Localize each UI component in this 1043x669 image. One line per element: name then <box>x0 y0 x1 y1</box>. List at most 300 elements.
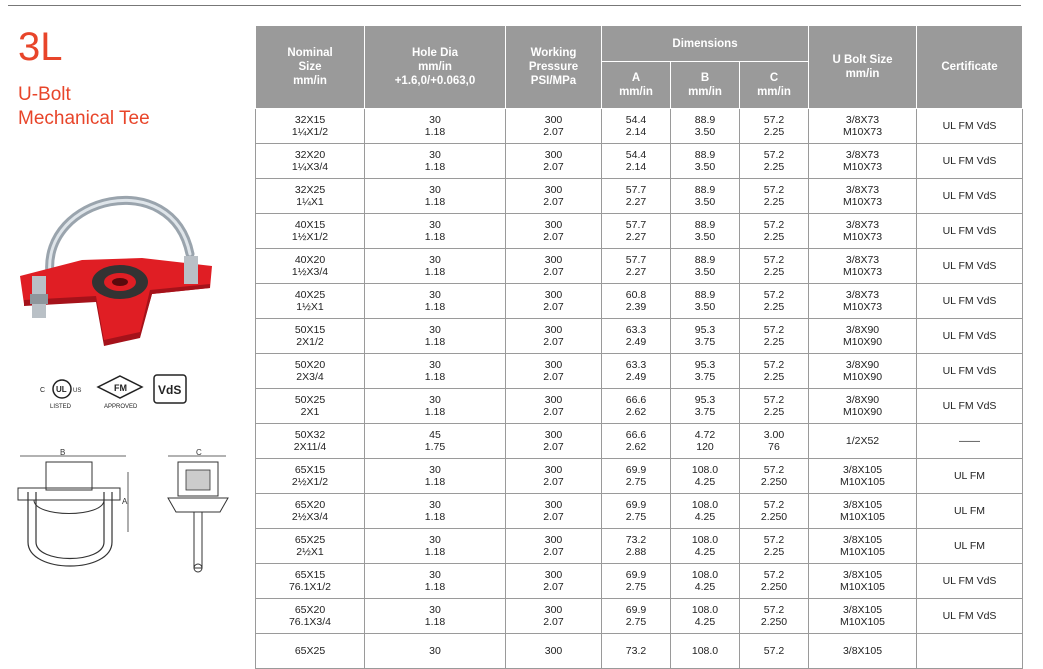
cell-line: 2.25 <box>763 371 785 383</box>
cell-line: 57.2 <box>763 464 785 476</box>
cell-line: 3.75 <box>694 406 716 418</box>
cell-line: 4.25 <box>694 476 716 488</box>
cell-dim-b <box>671 319 740 354</box>
cell-hole-dia <box>365 109 506 144</box>
product-code: 3L <box>18 25 63 69</box>
cell-working-pressure <box>506 494 602 529</box>
cell-certificate: UL FM VdS <box>917 214 1023 249</box>
cell-working-pressure <box>506 634 602 669</box>
cell-line: 2.75 <box>625 476 647 488</box>
cell-line: 4.72 <box>694 429 716 441</box>
cell-line: 2.250 <box>760 581 788 593</box>
cell-u-bolt-size <box>809 109 917 144</box>
fm-mark-text: FM <box>114 383 127 393</box>
ul-listed-text: LISTED <box>50 404 72 410</box>
cell-u-bolt-size <box>809 634 917 669</box>
cell-line: 2.07 <box>543 196 564 208</box>
cell-line: 88.9 <box>694 254 716 266</box>
table-row <box>256 529 1023 564</box>
cell-line: 300 <box>544 219 563 231</box>
front-view-drawing <box>14 448 136 578</box>
cell-line: 300 <box>544 464 563 476</box>
cell-line: 57.2 <box>763 184 785 196</box>
cell-hole-dia <box>365 249 506 284</box>
cell-line: 65X20 <box>294 499 326 511</box>
cell-line: 2.250 <box>760 476 788 488</box>
cell-line: 2.07 <box>543 546 564 558</box>
cell-working-pressure <box>506 459 602 494</box>
cell-line: 1.18 <box>424 266 446 278</box>
cell-line: 3/8X73 <box>845 149 880 161</box>
cell-line: 108.0 <box>691 604 719 616</box>
cell-dim-a <box>602 214 671 249</box>
cell-dim-c <box>740 319 809 354</box>
cell-line: 2X1 <box>300 406 320 418</box>
cell-line: 2.07 <box>543 161 564 173</box>
product-name <box>18 83 150 131</box>
cell-line: 1.18 <box>424 161 446 173</box>
cell-line: 300 <box>544 645 563 657</box>
cell-u-bolt-size <box>809 319 917 354</box>
cell-dim-c <box>740 599 809 634</box>
cell-dim-c <box>740 424 809 459</box>
cell-line: 2.39 <box>625 301 647 313</box>
cell-line: 30 <box>429 359 441 371</box>
cell-hole-dia <box>365 284 506 319</box>
cell-line: 108.0 <box>691 499 719 511</box>
cell-line: 2X3/4 <box>296 371 324 383</box>
cell-line: 30 <box>429 394 441 406</box>
cell-dim-b <box>671 599 740 634</box>
cell-line: 54.4 <box>625 114 647 126</box>
cell-u-bolt-size <box>809 599 917 634</box>
cell-line: 30 <box>429 289 441 301</box>
header-hole-dia: Hole Dia mm/in +1.6,0/+0.063,0 <box>365 26 506 109</box>
cell-line: 2½X3/4 <box>291 511 329 523</box>
cell-line: 95.3 <box>694 359 716 371</box>
cell-line: 1.18 <box>424 406 446 418</box>
cell-dim-c <box>740 109 809 144</box>
product-name-line1: U-Bolt <box>18 84 71 105</box>
cell-hole-dia <box>365 599 506 634</box>
cell-line: 57.2 <box>763 645 785 657</box>
cell-line: 30 <box>429 184 441 196</box>
cell-line: 2.07 <box>543 581 564 593</box>
cell-line: 2.25 <box>763 406 785 418</box>
cell-u-bolt-size <box>809 354 917 389</box>
cell-line: 2.07 <box>543 266 564 278</box>
cell-nominal-size <box>256 179 365 214</box>
cell-line: 2½X1 <box>296 546 324 558</box>
ul-us-text: US <box>73 388 82 394</box>
cell-working-pressure <box>506 354 602 389</box>
cell-line: 65X25 <box>294 645 326 657</box>
cell-line: M10X105 <box>840 616 885 628</box>
cell-line: M10X73 <box>842 126 883 138</box>
cell-line: 3.50 <box>694 231 716 243</box>
cell-line: 95.3 <box>694 324 716 336</box>
cell-line: 69.9 <box>625 604 647 616</box>
cell-dim-b <box>671 634 740 669</box>
cell-u-bolt-size <box>809 389 917 424</box>
table-row <box>256 144 1023 179</box>
cell-line: 108.0 <box>691 645 719 657</box>
table-row <box>256 319 1023 354</box>
cell-nominal-size <box>256 389 365 424</box>
cell-line: 30 <box>429 464 441 476</box>
cell-line: 2.07 <box>543 371 564 383</box>
cell-dim-a <box>602 424 671 459</box>
cell-line: 57.2 <box>763 534 785 546</box>
cell-line: 300 <box>544 184 563 196</box>
cell-line: 65X15 <box>294 464 326 476</box>
cell-line: 4.25 <box>694 546 716 558</box>
cell-line: 300 <box>544 569 563 581</box>
cell-line: 3.50 <box>694 301 716 313</box>
cell-line: 76.1X1/2 <box>288 581 332 593</box>
cell-line: 3/8X105 <box>842 464 883 476</box>
ul-mark-text: UL <box>56 385 67 394</box>
cell-line: 2.25 <box>763 196 785 208</box>
cell-dim-b <box>671 564 740 599</box>
cell-line: 69.9 <box>625 499 647 511</box>
cell-line: 57.2 <box>763 394 785 406</box>
cell-line: M10X73 <box>842 231 883 243</box>
cell-line: 65X20 <box>294 604 326 616</box>
cell-nominal-size <box>256 249 365 284</box>
cell-working-pressure <box>506 214 602 249</box>
table-row <box>256 494 1023 529</box>
cell-dim-a <box>602 109 671 144</box>
cell-certificate: UL FM VdS <box>917 319 1023 354</box>
cell-nominal-size <box>256 634 365 669</box>
cell-line: 2.25 <box>763 301 785 313</box>
cell-dim-a <box>602 144 671 179</box>
vds-logo <box>154 375 186 403</box>
dimension-b-label: B <box>60 448 66 457</box>
cell-line: 3.50 <box>694 266 716 278</box>
cell-line: 30 <box>429 324 441 336</box>
cell-line: 32X25 <box>294 184 326 196</box>
cell-line: 60.8 <box>625 289 647 301</box>
cell-working-pressure <box>506 284 602 319</box>
cell-line: 1.18 <box>424 371 446 383</box>
cell-line: 57.7 <box>625 254 647 266</box>
cell-line: 30 <box>429 534 441 546</box>
cell-line: 1.75 <box>424 441 446 453</box>
header-dim-a: A mm/in <box>602 62 671 109</box>
cell-nominal-size <box>256 459 365 494</box>
cell-dim-c <box>740 459 809 494</box>
cell-line: 2X1/2 <box>296 336 324 348</box>
cell-certificate: UL FM VdS <box>917 179 1023 214</box>
cell-u-bolt-size <box>809 459 917 494</box>
cell-line: 3/8X105 <box>842 569 883 581</box>
cell-line: 30 <box>429 149 441 161</box>
cell-line: 69.9 <box>625 464 647 476</box>
table-row <box>256 389 1023 424</box>
table-row <box>256 599 1023 634</box>
cell-hole-dia <box>365 354 506 389</box>
cell-line: M10X105 <box>840 476 885 488</box>
cell-hole-dia <box>365 319 506 354</box>
header-u-bolt-size: U Bolt Size mm/in <box>809 26 917 109</box>
cell-line: 57.2 <box>763 149 785 161</box>
cell-line: 50X20 <box>294 359 326 371</box>
cell-line: 1.18 <box>424 581 446 593</box>
cell-line: 57.2 <box>763 604 785 616</box>
cell-line: 45 <box>429 429 441 441</box>
cell-u-bolt-size <box>809 529 917 564</box>
fm-approved-text: APPROVED <box>104 404 138 410</box>
cell-certificate: UL FM VdS <box>917 249 1023 284</box>
table-row <box>256 354 1023 389</box>
cell-dim-a <box>602 634 671 669</box>
cell-line: 2.27 <box>625 196 647 208</box>
cell-hole-dia <box>365 424 506 459</box>
cell-line: 3/8X90 <box>845 359 880 371</box>
cell-dim-a <box>602 179 671 214</box>
table-row <box>256 284 1023 319</box>
cell-line: 2.25 <box>763 266 785 278</box>
cell-dim-a <box>602 599 671 634</box>
cell-line: 300 <box>544 289 563 301</box>
cell-nominal-size <box>256 424 365 459</box>
ul-c-text: C <box>40 387 46 394</box>
cell-dim-b <box>671 494 740 529</box>
cell-nominal-size <box>256 354 365 389</box>
table-row <box>256 424 1023 459</box>
cell-certificate: UL FM VdS <box>917 564 1023 599</box>
cell-line: 300 <box>544 534 563 546</box>
cell-line: 57.2 <box>763 219 785 231</box>
cell-certificate: UL FM VdS <box>917 389 1023 424</box>
cell-certificate: UL FM VdS <box>917 599 1023 634</box>
cell-dim-c <box>740 494 809 529</box>
cell-working-pressure <box>506 179 602 214</box>
u-bolt-tee-photo <box>12 176 222 356</box>
cell-line: 88.9 <box>694 219 716 231</box>
cell-line: 300 <box>544 394 563 406</box>
cell-dim-b <box>671 214 740 249</box>
cell-dim-c <box>740 214 809 249</box>
header-dimensions: Dimensions <box>602 26 809 62</box>
cell-certificate: UL FM <box>917 494 1023 529</box>
cell-line: 2.75 <box>625 581 647 593</box>
cell-line: 4.25 <box>694 616 716 628</box>
cell-line: 66.6 <box>625 394 647 406</box>
cell-line: 3.75 <box>694 336 716 348</box>
cell-certificate: UL FM <box>917 459 1023 494</box>
cell-certificate: UL FM <box>917 529 1023 564</box>
dimension-a-label: A <box>122 497 128 506</box>
cell-line: 63.3 <box>625 359 647 371</box>
cell-line: 2.07 <box>543 511 564 523</box>
cell-line: 3/8X73 <box>845 289 880 301</box>
vds-text: VdS <box>158 383 182 397</box>
cell-line: 2½X1/2 <box>291 476 329 488</box>
cell-line: 1.18 <box>424 511 446 523</box>
cell-line: 40X15 <box>294 219 326 231</box>
table-row <box>256 564 1023 599</box>
cell-line: 300 <box>544 499 563 511</box>
cell-line: 65X15 <box>294 569 326 581</box>
cell-line: 1.18 <box>424 546 446 558</box>
header-dim-b: B mm/in <box>671 62 740 109</box>
cell-line: 3.00 <box>763 429 785 441</box>
cell-dim-b <box>671 529 740 564</box>
cell-line: 2.07 <box>543 616 564 628</box>
header-certificate: Certificate <box>917 26 1023 109</box>
cell-certificate: UL FM VdS <box>917 144 1023 179</box>
cell-working-pressure <box>506 389 602 424</box>
cell-line: 2.250 <box>760 616 788 628</box>
cell-line: 1.18 <box>424 301 446 313</box>
fm-approved-logo <box>98 376 142 410</box>
cell-dim-a <box>602 389 671 424</box>
cell-hole-dia <box>365 634 506 669</box>
cell-line: 3/8X105 <box>842 645 883 657</box>
cell-line: 32X20 <box>294 149 326 161</box>
cell-u-bolt-size <box>809 179 917 214</box>
cell-line: 63.3 <box>625 324 647 336</box>
cell-line: 3.75 <box>694 371 716 383</box>
cell-nominal-size <box>256 319 365 354</box>
cell-dim-a <box>602 529 671 564</box>
cell-line: 300 <box>544 149 563 161</box>
cell-working-pressure <box>506 564 602 599</box>
cell-line: 2.07 <box>543 231 564 243</box>
cell-line: 1½X1/2 <box>291 231 329 243</box>
table-row <box>256 109 1023 144</box>
cell-line: 1.18 <box>424 476 446 488</box>
cell-line: 32X15 <box>294 114 326 126</box>
cell-line: 3.50 <box>694 126 716 138</box>
dimension-c-label: C <box>196 448 202 457</box>
cell-working-pressure <box>506 144 602 179</box>
side-view-drawing <box>160 448 240 578</box>
cell-certificate: —— <box>917 424 1023 459</box>
cell-dim-b <box>671 389 740 424</box>
cell-line: 73.2 <box>625 645 647 657</box>
cell-line: 1.18 <box>424 126 446 138</box>
cell-dim-a <box>602 249 671 284</box>
cell-line: 88.9 <box>694 184 716 196</box>
cell-line: 57.2 <box>763 324 785 336</box>
cell-line: 1¼X1/2 <box>291 126 329 138</box>
cell-line: 2.25 <box>763 126 785 138</box>
cell-hole-dia <box>365 179 506 214</box>
table-row <box>256 459 1023 494</box>
cell-nominal-size <box>256 599 365 634</box>
cell-line: 3/8X73 <box>845 219 880 231</box>
cell-line: 57.2 <box>763 289 785 301</box>
cell-dim-c <box>740 249 809 284</box>
cell-line: 2.27 <box>625 231 647 243</box>
cell-certificate <box>917 634 1023 669</box>
cell-line: M10X73 <box>842 161 883 173</box>
cell-line: 2.14 <box>625 126 647 138</box>
cell-hole-dia <box>365 389 506 424</box>
cell-line: M10X73 <box>842 301 883 313</box>
cell-line: M10X90 <box>842 406 883 418</box>
certification-logos <box>38 372 198 412</box>
cell-line: 2.62 <box>625 406 647 418</box>
cell-dim-b <box>671 249 740 284</box>
cell-line: 30 <box>429 219 441 231</box>
cell-line: 3/8X90 <box>845 394 880 406</box>
cell-line: 2.49 <box>625 371 647 383</box>
cell-line: 2.14 <box>625 161 647 173</box>
cell-line: 57.7 <box>625 219 647 231</box>
cell-line: 1.18 <box>424 196 446 208</box>
cell-u-bolt-size <box>809 284 917 319</box>
cell-line: M10X73 <box>842 196 883 208</box>
cell-line: 1¼X3/4 <box>291 161 329 173</box>
cell-line: 30 <box>429 114 441 126</box>
cell-line: 57.2 <box>763 254 785 266</box>
cell-dim-c <box>740 634 809 669</box>
cell-line: 3/8X105 <box>842 499 883 511</box>
cell-u-bolt-size <box>809 249 917 284</box>
cell-line: 1.18 <box>424 616 446 628</box>
cell-line: 57.2 <box>763 359 785 371</box>
cell-certificate: UL FM VdS <box>917 109 1023 144</box>
cell-line: M10X73 <box>842 266 883 278</box>
cell-line: 2X11/4 <box>293 441 327 453</box>
cell-line: 3/8X73 <box>845 184 880 196</box>
cell-hole-dia <box>365 214 506 249</box>
cell-line: M10X105 <box>840 546 885 558</box>
cell-line: M10X105 <box>840 511 885 523</box>
cell-line: M10X90 <box>842 336 883 348</box>
cell-line: 1.18 <box>424 231 446 243</box>
table-row <box>256 249 1023 284</box>
cell-line: 120 <box>696 441 714 453</box>
cell-line: 300 <box>544 324 563 336</box>
cell-line: 30 <box>429 499 441 511</box>
cell-line: 2.07 <box>543 301 564 313</box>
cell-line: 2.250 <box>760 511 788 523</box>
cell-line: 2.25 <box>763 336 785 348</box>
cell-line: 4.25 <box>694 511 716 523</box>
cell-dim-c <box>740 529 809 564</box>
cell-line: 57.2 <box>763 569 785 581</box>
cell-line: 2.49 <box>625 336 647 348</box>
table-row <box>256 634 1023 669</box>
cell-u-bolt-size <box>809 494 917 529</box>
cell-line: 4.25 <box>694 581 716 593</box>
cell-line: 54.4 <box>625 149 647 161</box>
cell-line: 2.27 <box>625 266 647 278</box>
cell-line: 300 <box>544 114 563 126</box>
cell-working-pressure <box>506 599 602 634</box>
cell-dim-c <box>740 179 809 214</box>
cell-certificate: UL FM VdS <box>917 354 1023 389</box>
cell-line: 30 <box>429 645 441 657</box>
cell-line: 3/8X105 <box>842 534 883 546</box>
cell-dim-b <box>671 354 740 389</box>
cell-line: 3/8X73 <box>845 114 880 126</box>
cell-line: 65X25 <box>294 534 326 546</box>
cell-line: 40X25 <box>294 289 326 301</box>
cell-line: 2.75 <box>625 616 647 628</box>
cell-dim-b <box>671 109 740 144</box>
cell-line: 300 <box>544 429 563 441</box>
cell-u-bolt-size <box>809 144 917 179</box>
cell-dim-b <box>671 179 740 214</box>
cell-dim-a <box>602 459 671 494</box>
